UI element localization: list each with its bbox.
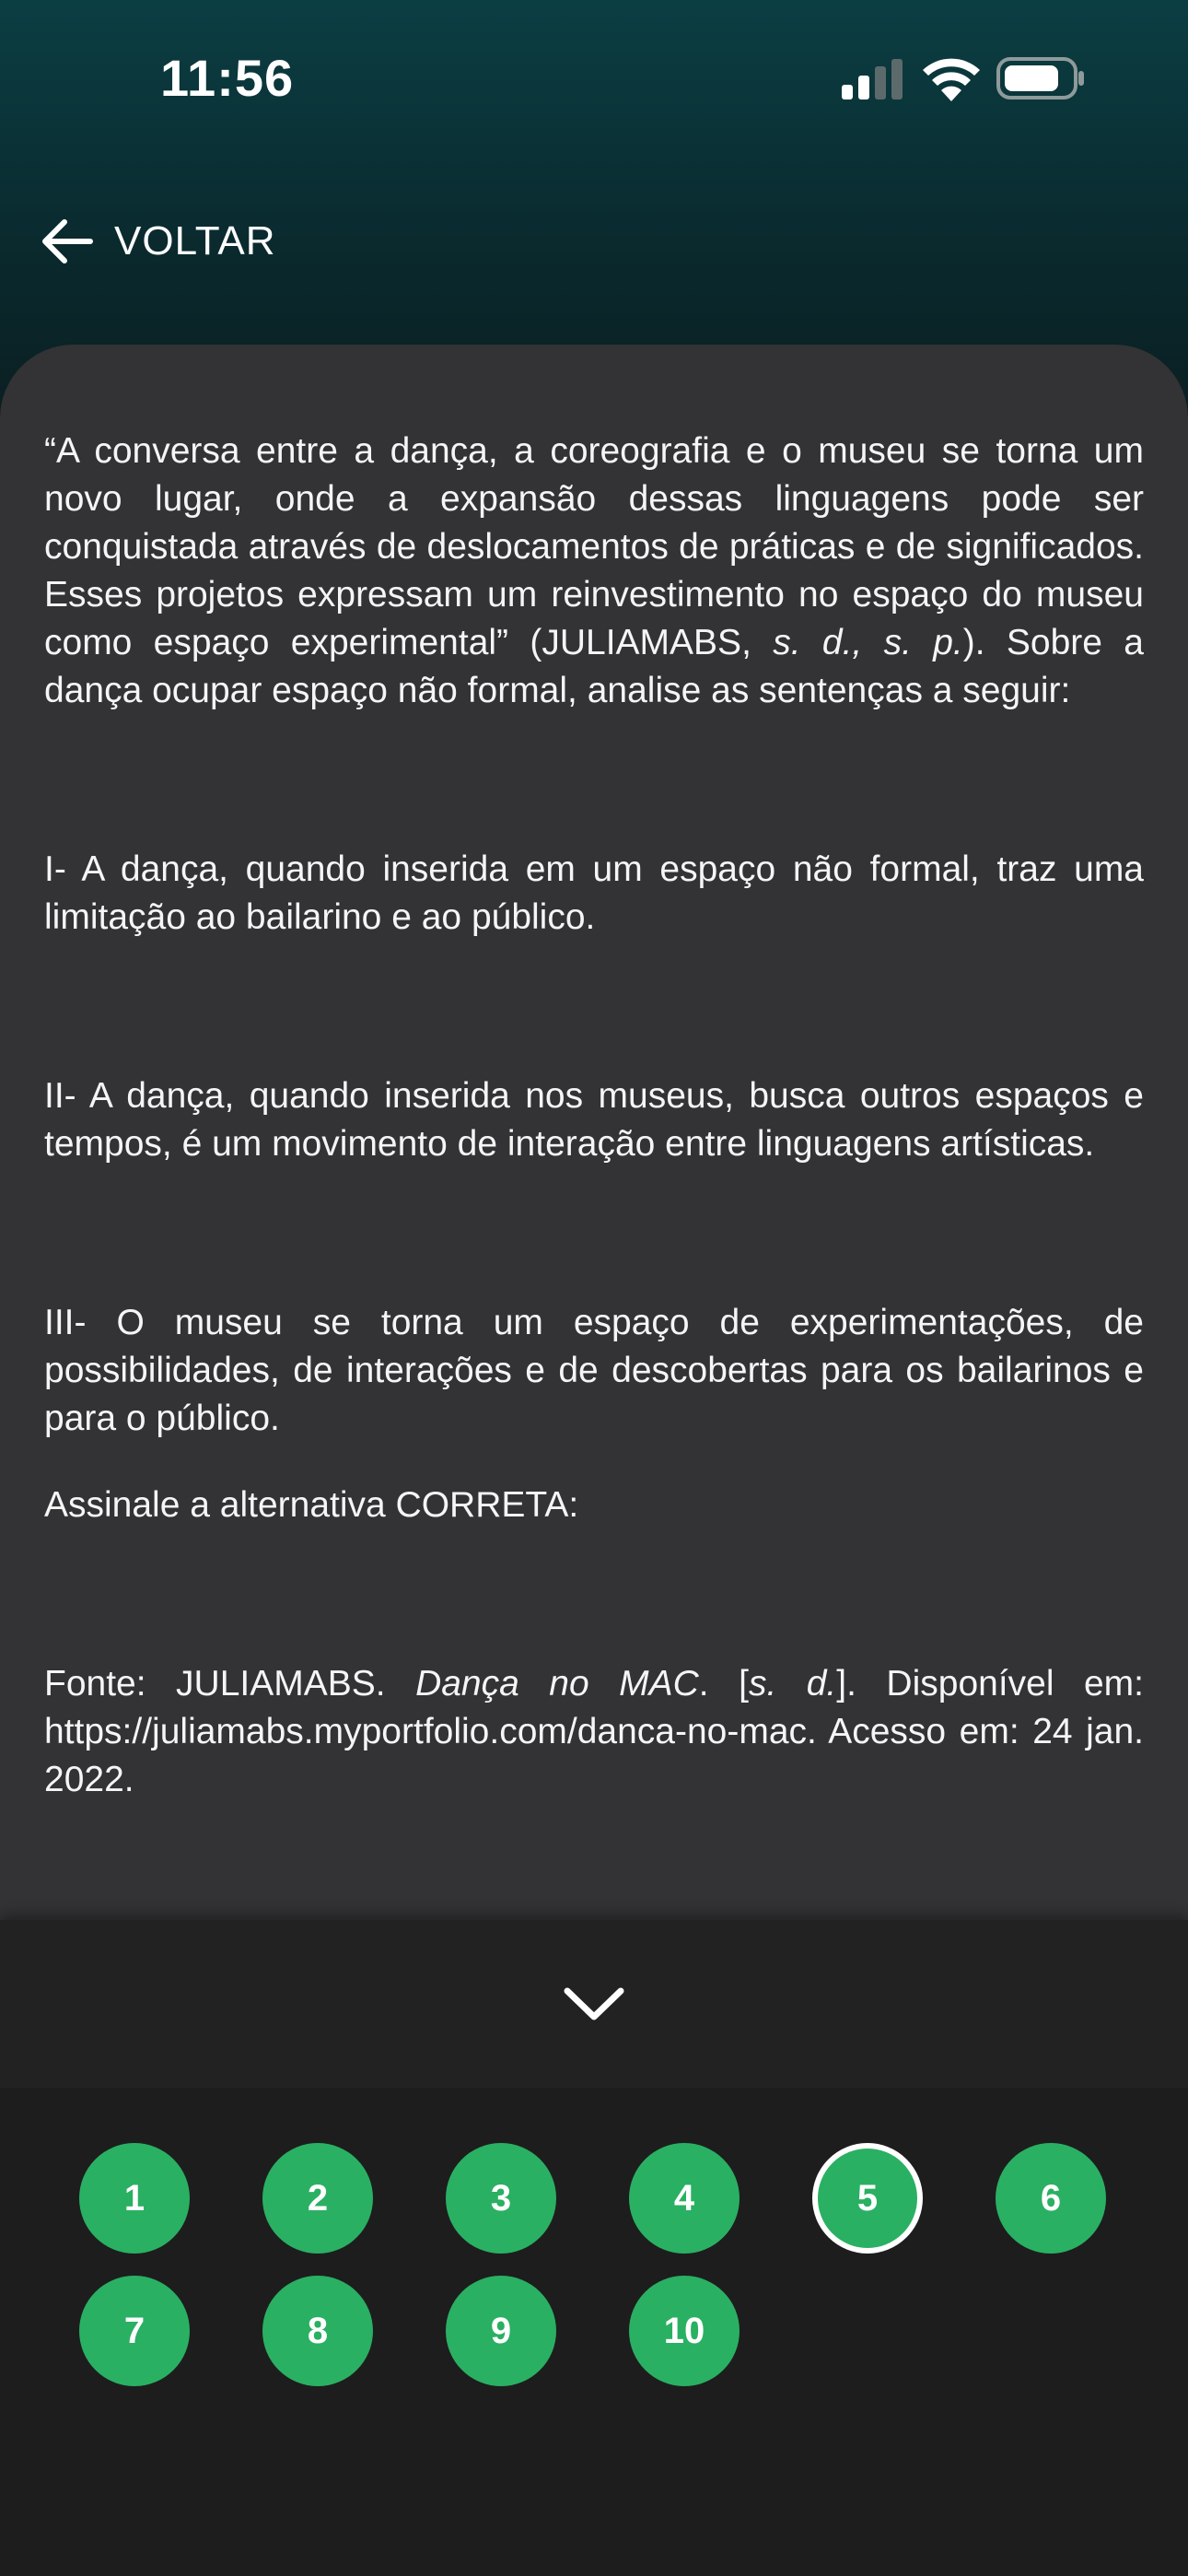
question-button-7[interactable]: 7 bbox=[79, 2276, 190, 2386]
question-button-5-current[interactable]: 5 bbox=[812, 2143, 923, 2254]
statement-1: I- A dança, quando inserida em um espaço não formal, traz uma limitação ao bailarino e ao público. bbox=[44, 849, 1144, 937]
source-prefix: Fonte: JULIAMABS. bbox=[44, 1664, 416, 1704]
question-button-6[interactable]: 6 bbox=[996, 2143, 1106, 2254]
question-button-1[interactable]: 1 bbox=[79, 2143, 190, 2254]
question-button-8[interactable]: 8 bbox=[262, 2276, 373, 2386]
question-body bbox=[44, 427, 1144, 1804]
source-rest: ]. Disponível em: https://juliamabs.myportfolio.com/danca-no-mac. Acesso em: 24 jan. 2022. bbox=[44, 1664, 1144, 1799]
question-button-9[interactable]: 9 bbox=[446, 2276, 556, 2386]
back-label: VOLTAR bbox=[114, 218, 276, 263]
intro-text-2: ). Sobre a dança ocupar espaço não formal, analise as sentenças a seguir: bbox=[44, 623, 1144, 710]
statement-3: III- O museu se torna um espaço de experimentações, de possibilidades, de interações e de descobertas para os bailarinos e para o público. bbox=[44, 1303, 1144, 1438]
question-button-10[interactable]: 10 bbox=[629, 2276, 740, 2386]
back-button[interactable] bbox=[39, 208, 276, 275]
source-mid: . [ bbox=[698, 1664, 749, 1704]
source-date-italic: s. d. bbox=[748, 1664, 837, 1704]
statement-2: II- A dança, quando inserida nos museus, busca outros espaços e tempos, é um movimento de interação entre linguagens artísticas. bbox=[44, 1076, 1144, 1164]
question-intro bbox=[44, 427, 1144, 715]
wifi-icon bbox=[921, 55, 982, 101]
question-instruction: Assinale a alternativa CORRETA: bbox=[44, 1485, 579, 1525]
source-title: Dança no MAC bbox=[415, 1664, 699, 1704]
question-source bbox=[44, 1660, 1144, 1804]
battery-icon bbox=[996, 57, 1085, 100]
status-bar bbox=[0, 0, 1188, 157]
chevron-down-icon[interactable] bbox=[560, 1982, 628, 2026]
collapse-bar[interactable] bbox=[0, 1920, 1188, 2088]
question-card bbox=[0, 345, 1188, 1929]
arrow-left-icon bbox=[39, 213, 96, 270]
question-button-3[interactable]: 3 bbox=[446, 2143, 556, 2254]
status-time: 11:56 bbox=[160, 49, 295, 107]
question-button-4[interactable]: 4 bbox=[629, 2143, 740, 2254]
question-button-2[interactable]: 2 bbox=[262, 2143, 373, 2254]
intro-citation-italic: s. d., s. p. bbox=[773, 623, 963, 662]
question-navigation bbox=[0, 2088, 1188, 2576]
signal-icon bbox=[842, 59, 904, 100]
intro-text-1: “A conversa entre a dança, a coreografia e o museu se torna um novo lugar, onde a expansão dessas linguagens pode ser conquistada através de deslocamentos de práticas e de significados. Esses projetos expressam um reinvestimento no espaço do museu como espaço experimental” (JULIAMABS, bbox=[44, 431, 1144, 662]
